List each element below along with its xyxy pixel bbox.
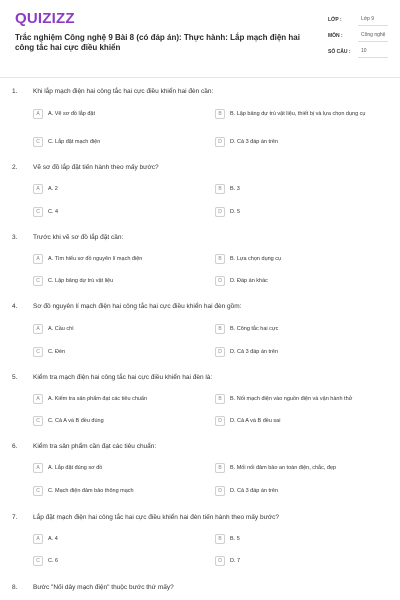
meta-value: Công nghệ: [358, 30, 388, 42]
option-letter-box: B: [215, 534, 225, 544]
option-text: D. 5: [230, 208, 241, 215]
option-text: B. Mối nối đảm bảo an toàn điện, chắc, đẹp: [230, 464, 337, 471]
question-text: Khi lắp mạch điện hai công tắc hai cực điều khiển hai đèn cần:: [33, 88, 214, 95]
question-text: Bước "Nối dây mạch điện" thuộc bước thứ mấy?: [33, 584, 174, 591]
question-item: [0, 164, 400, 215]
question-number: 5.: [12, 374, 18, 381]
question-item: [0, 584, 400, 596]
option-letter-box: B: [215, 463, 225, 473]
option-letter-box: A: [33, 324, 43, 334]
question-header: [0, 234, 400, 246]
option-letter-box: D: [215, 137, 225, 147]
option-letter-box: C: [33, 276, 43, 286]
question-item: [0, 88, 400, 145]
question-header: [0, 514, 400, 526]
option-c[interactable]: [33, 486, 198, 498]
option-text: B. 5: [230, 535, 240, 542]
option-c[interactable]: [33, 347, 198, 359]
option-text: B. Lựa chọn dụng cụ: [230, 255, 282, 262]
question-header: [0, 443, 400, 455]
option-b[interactable]: [215, 394, 400, 406]
option-d[interactable]: [215, 276, 380, 288]
option-text: C. Đèn: [48, 348, 66, 355]
option-text: A. Kiểm tra sản phẩm đạt các tiêu chuẩn: [48, 395, 148, 402]
option-a[interactable]: [33, 324, 198, 336]
question-header: [0, 374, 400, 386]
option-c[interactable]: [33, 207, 198, 219]
option-letter-box: D: [215, 207, 225, 217]
option-letter-box: C: [33, 347, 43, 357]
question-text: Lắp đặt mạch điện hai công tắc hai cực điều khiển hai đèn tiến hành theo mấy bước?: [33, 514, 280, 521]
meta-label: MÔN :: [328, 33, 343, 39]
option-text: A. 4: [48, 535, 58, 542]
option-b[interactable]: [215, 324, 380, 336]
question-number: 2.: [12, 164, 18, 171]
question-header: [0, 88, 400, 100]
option-a[interactable]: [33, 463, 198, 475]
option-letter-box: B: [215, 254, 225, 264]
question-text: Kiểm tra sản phẩm cần đạt các tiêu chuẩn:: [33, 443, 157, 450]
option-text: C. Lập bảng dự trù vật liệu: [48, 277, 114, 284]
question-item: [0, 443, 400, 494]
worksheet-header: [0, 0, 400, 78]
question-text: Vẽ sơ đồ lắp đặt tiến hành theo mấy bước?: [33, 164, 159, 171]
option-b[interactable]: [215, 254, 380, 266]
question-number: 3.: [12, 234, 18, 241]
option-a[interactable]: [33, 109, 198, 121]
option-text: D. Cả 3 đáp án trên: [230, 348, 279, 355]
option-letter-box: D: [215, 486, 225, 496]
option-text: A. Tìm hiểu sơ đồ nguyên lí mạch điện: [48, 255, 143, 262]
option-c[interactable]: [33, 556, 198, 568]
meta-label: SỐ CÂU :: [328, 49, 351, 55]
option-letter-box: A: [33, 254, 43, 264]
option-a[interactable]: [33, 394, 198, 406]
option-text: B. Công tắc hai cực: [230, 325, 279, 332]
option-d[interactable]: [215, 347, 380, 359]
option-text: A. Lắp đặt đúng sơ đồ: [48, 464, 103, 471]
option-letter-box: A: [33, 109, 43, 119]
meta-label: LỚP :: [328, 17, 342, 23]
option-text: C. Cả A và B đều đúng: [48, 417, 104, 424]
option-letter-box: A: [33, 394, 43, 404]
option-text: C. 6: [48, 557, 59, 564]
option-letter-box: D: [215, 347, 225, 357]
option-text: A. 2: [48, 185, 58, 192]
question-item: [0, 234, 400, 284]
meta-panel: [328, 14, 388, 62]
option-letter-box: C: [33, 486, 43, 496]
option-d[interactable]: [215, 556, 380, 568]
page-title: Trắc nghiệm Công nghệ 9 Bài 8 (có đáp án): Thực hành: Lắp mạch điện hai công tắc hai cực điều khiển: [15, 33, 300, 52]
option-letter-box: A: [33, 184, 43, 194]
option-letter-box: C: [33, 416, 43, 426]
option-c[interactable]: [33, 416, 198, 428]
question-item: [0, 374, 400, 424]
question-item: [0, 514, 400, 564]
option-text: D. Cả 3 đáp án trên: [230, 138, 279, 145]
option-letter-box: C: [33, 207, 43, 217]
question-item: [0, 303, 400, 355]
option-letter-box: A: [33, 534, 43, 544]
option-d[interactable]: [215, 416, 380, 428]
option-text: B. 3: [230, 185, 240, 192]
option-letter-box: C: [33, 137, 43, 147]
option-text: C. Mạch điện đảm bảo thông mạch: [48, 487, 134, 494]
question-number: 1.: [12, 88, 18, 95]
option-letter-box: B: [215, 394, 225, 404]
question-header: [0, 584, 400, 596]
question-number: 4.: [12, 303, 18, 310]
option-text: B. Nối mạch điện vào nguồn điện và vận hành thử: [230, 395, 353, 402]
option-c[interactable]: [33, 137, 198, 149]
option-d[interactable]: [215, 137, 380, 149]
option-d[interactable]: [215, 207, 380, 219]
option-text: A. Vẽ sơ đồ lắp đặt: [48, 110, 96, 117]
option-a[interactable]: [33, 254, 198, 266]
option-b[interactable]: [215, 184, 380, 196]
meta-value: 10: [358, 46, 388, 58]
option-text: D. 7: [230, 557, 241, 564]
option-letter-box: A: [33, 463, 43, 473]
question-number: 8.: [12, 584, 18, 591]
option-letter-box: D: [215, 276, 225, 286]
question-text: Trước khi vẽ sơ đồ lắp đặt cần:: [33, 234, 124, 241]
option-letter-box: B: [215, 184, 225, 194]
option-text: A. Cầu chì: [48, 325, 74, 332]
question-header: [0, 164, 400, 176]
option-text: D. Đáp án khác: [230, 277, 268, 284]
option-b[interactable]: [215, 534, 380, 546]
option-a[interactable]: [33, 534, 198, 546]
option-d[interactable]: [215, 486, 380, 498]
option-letter-box: B: [215, 324, 225, 334]
meta-row-subject: [328, 30, 388, 42]
question-header: [0, 303, 400, 315]
option-letter-box: D: [215, 416, 225, 426]
option-b[interactable]: [215, 109, 380, 121]
option-text: B. Lập bảng dự trù vật liệu, thiết bị và lựa chọn dụng cụ: [230, 110, 366, 117]
option-c[interactable]: [33, 276, 198, 288]
option-b[interactable]: [215, 463, 400, 475]
quizizz-logo[interactable]: QUIZIZZ: [15, 10, 75, 27]
option-letter-box: B: [215, 109, 225, 119]
option-text: C. Lắp đặt mạch điện: [48, 138, 101, 145]
meta-row-count: [328, 46, 388, 58]
question-text: Sơ đồ nguyên lí mạch điện hai công tắc hai cực điều khiển hai đèn gồm:: [33, 303, 242, 310]
option-letter-box: C: [33, 556, 43, 566]
option-text: D. Cả 3 đáp án trên: [230, 487, 279, 494]
question-text: Kiểm tra mạch điện hai công tắc hai cực điều khiển hai đèn là:: [33, 374, 213, 381]
option-letter-box: D: [215, 556, 225, 566]
meta-value: Lớp 9: [358, 14, 388, 26]
question-number: 6.: [12, 443, 18, 450]
option-text: D. Cả A và B đều sai: [230, 417, 281, 424]
option-text: C. 4: [48, 208, 59, 215]
question-number: 7.: [12, 514, 18, 521]
meta-row-class: [328, 14, 388, 26]
option-a[interactable]: [33, 184, 198, 196]
